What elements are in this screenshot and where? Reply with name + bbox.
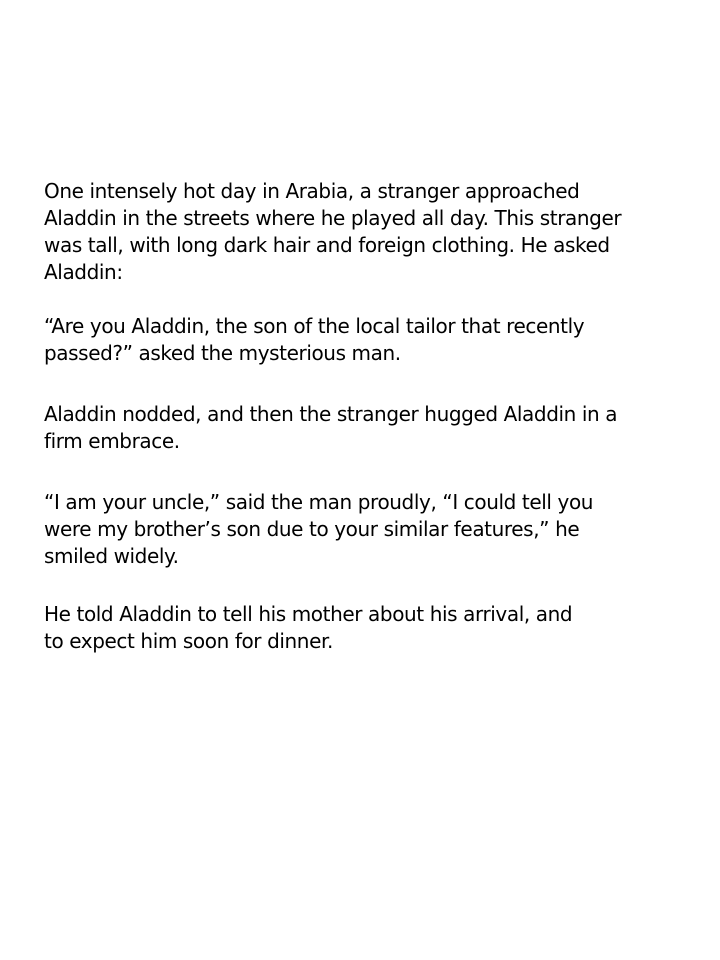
paragraph-stranger-approach: One intensely hot day in Arabia, a stranger approached Aladdin in the streets where he played all day. This stranger was tall, with long dark hair and foreign clothing. He asked Aladdin: (44, 179, 622, 284)
paragraph-embrace: Aladdin nodded, and then the stranger hugged Aladdin in a firm embrace. (44, 402, 618, 453)
story-text (44, 178, 684, 682)
paragraph-uncle: “I am your uncle,” said the man proudly, “I could tell you were my brother’s son due to your similar features,” he smiled widely. (44, 490, 594, 568)
paragraph-question: “Are you Aladdin, the son of the local tailor that recently passed?” asked the mysterious man. (44, 314, 585, 365)
paragraph-dinner: He told Aladdin to tell his mother about his arrival, and to expect him soon for dinner. (44, 602, 573, 653)
